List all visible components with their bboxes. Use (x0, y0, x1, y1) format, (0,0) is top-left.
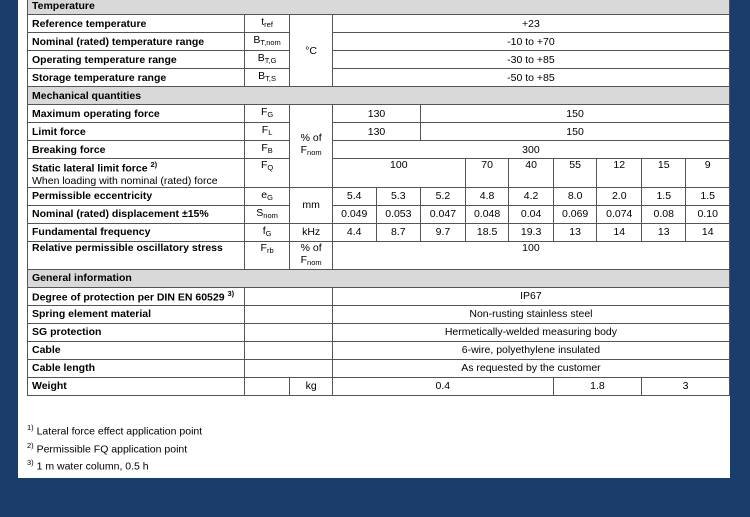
oscillatory-unit: % of $F_{nom}$ (290, 241, 332, 269)
value: 70 (465, 159, 509, 188)
value: 2.0 (597, 187, 642, 205)
row-label: Limit force (28, 123, 245, 141)
value: 100 (332, 159, 465, 188)
empty-cell (244, 377, 290, 395)
row-label: Breaking force (28, 141, 245, 159)
symbol: $S_{nom}$ (244, 205, 290, 223)
row-label: Cable (28, 341, 245, 359)
table-row (28, 205, 730, 223)
row-label: Fundamental frequency (28, 223, 245, 241)
row-label: Storage temperature range (28, 69, 245, 87)
symbol: $F_G$ (244, 105, 290, 123)
symbol: $f_G$ (244, 223, 290, 241)
table-row (28, 323, 730, 341)
value: 13 (553, 223, 597, 241)
empty-cell (244, 359, 332, 377)
value: 13 (642, 223, 686, 241)
row-label: Degree of protection per DIN EN 60529 $^{3)}$ (28, 287, 245, 305)
value: 0.069 (553, 205, 597, 223)
section-mechanical: Mechanical quantities (28, 87, 730, 105)
value: 3 (642, 377, 730, 395)
value: 0.04 (509, 205, 553, 223)
value: Non-rusting stainless steel (332, 305, 729, 323)
value: 0.10 (686, 205, 730, 223)
value: 0.4 (332, 377, 553, 395)
table-row (28, 377, 730, 395)
row-label: Nominal (rated) displacement ±15% (28, 205, 245, 223)
value: 1.8 (553, 377, 641, 395)
table-row (28, 341, 730, 359)
value: 5.4 (332, 187, 376, 205)
value: 5.3 (376, 187, 421, 205)
section-general: General information (28, 269, 730, 287)
specification-table (27, 0, 730, 396)
table-row (28, 33, 730, 51)
symbol: $F_Q$ (244, 159, 290, 188)
value: 0.047 (421, 205, 466, 223)
value: 15 (642, 159, 686, 188)
table-row (28, 159, 730, 188)
value: 0.049 (332, 205, 376, 223)
value: -30 to +85 (332, 51, 729, 69)
value: 300 (332, 141, 729, 159)
row-label: Permissible eccentricity (28, 187, 245, 205)
value: 14 (686, 223, 730, 241)
symbol: $F_{rb}$ (244, 241, 290, 269)
value: 0.048 (465, 205, 509, 223)
symbol: $F_B$ (244, 141, 290, 159)
symbol: $F_L$ (244, 123, 290, 141)
table-row (28, 51, 730, 69)
row-label: Reference temperature (28, 15, 245, 33)
temperature-unit: °C (290, 15, 332, 87)
symbol: $B_{T,G}$ (244, 51, 290, 69)
value: 0.08 (642, 205, 686, 223)
row-label: Weight (28, 377, 245, 395)
row-label: Relative permissible oscillatory stress (28, 241, 245, 269)
value: 1.5 (686, 187, 730, 205)
value: 6-wire, polyethylene insulated (332, 341, 729, 359)
section-temperature: Temperature (28, 0, 730, 15)
row-label: Cable length (28, 359, 245, 377)
table-row (28, 359, 730, 377)
footnote: $^{2)}$ Permissible FQ application point (27, 440, 188, 455)
table-row (28, 123, 730, 141)
footnote: $^{1)}$ Lateral force effect application point (27, 423, 203, 438)
value: 4.2 (509, 187, 553, 205)
value: 4.4 (332, 223, 376, 241)
kg-unit: kg (290, 377, 332, 395)
table-row (28, 305, 730, 323)
value: 9 (686, 159, 730, 188)
symbol: $B_{T,S}$ (244, 69, 290, 87)
symbol: $e_G$ (244, 187, 290, 205)
table-row (28, 287, 730, 305)
value: 40 (509, 159, 553, 188)
empty-cell (244, 305, 332, 323)
value: 100 (332, 241, 729, 269)
table-row (28, 105, 730, 123)
value: IP67 (332, 287, 729, 305)
row-label: Nominal (rated) temperature range (28, 33, 245, 51)
table-row (28, 241, 730, 269)
empty-cell (244, 341, 332, 359)
value: 5.2 (421, 187, 466, 205)
mm-unit: mm (290, 187, 332, 223)
row-label: Maximum operating force (28, 105, 245, 123)
row-label: Operating temperature range (28, 51, 245, 69)
row-label: SG protection (28, 323, 245, 341)
value: 150 (421, 105, 730, 123)
value: 130 (332, 123, 420, 141)
value: 4.8 (465, 187, 509, 205)
value: 14 (597, 223, 642, 241)
table-row (28, 141, 730, 159)
empty-cell (244, 287, 332, 305)
value: 130 (332, 105, 420, 123)
empty-cell (244, 323, 332, 341)
row-label: Static lateral limit force $^{2)}$ When loading with nominal (rated) force (28, 159, 245, 188)
value: 8.0 (553, 187, 597, 205)
value: 12 (597, 159, 642, 188)
symbol: $t_{ref}$ (244, 15, 290, 33)
value: 18.5 (465, 223, 509, 241)
value: 150 (421, 123, 730, 141)
value: 0.053 (376, 205, 421, 223)
value: 0.074 (597, 205, 642, 223)
table-row (28, 223, 730, 241)
symbol: $B_{T,nom}$ (244, 33, 290, 51)
khz-unit: kHz (290, 223, 332, 241)
value: As requested by the customer (332, 359, 729, 377)
table-row (28, 69, 730, 87)
spec-sheet (18, 0, 730, 478)
force-unit: % of $F_{nom}$ (290, 105, 332, 188)
table-row (28, 187, 730, 205)
table-row (28, 15, 730, 33)
value: +23 (332, 15, 729, 33)
value: 19.3 (509, 223, 553, 241)
value: 8.7 (376, 223, 421, 241)
footnotes (27, 421, 202, 474)
footnote: $^{3)}$ 1 m water column, 0.5 h (27, 458, 149, 473)
value: 1.5 (642, 187, 686, 205)
value: 9.7 (421, 223, 466, 241)
value: 55 (553, 159, 597, 188)
row-label: Spring element material (28, 305, 245, 323)
value: Hermetically-welded measuring body (332, 323, 729, 341)
value: -10 to +70 (332, 33, 729, 51)
value: -50 to +85 (332, 69, 729, 87)
